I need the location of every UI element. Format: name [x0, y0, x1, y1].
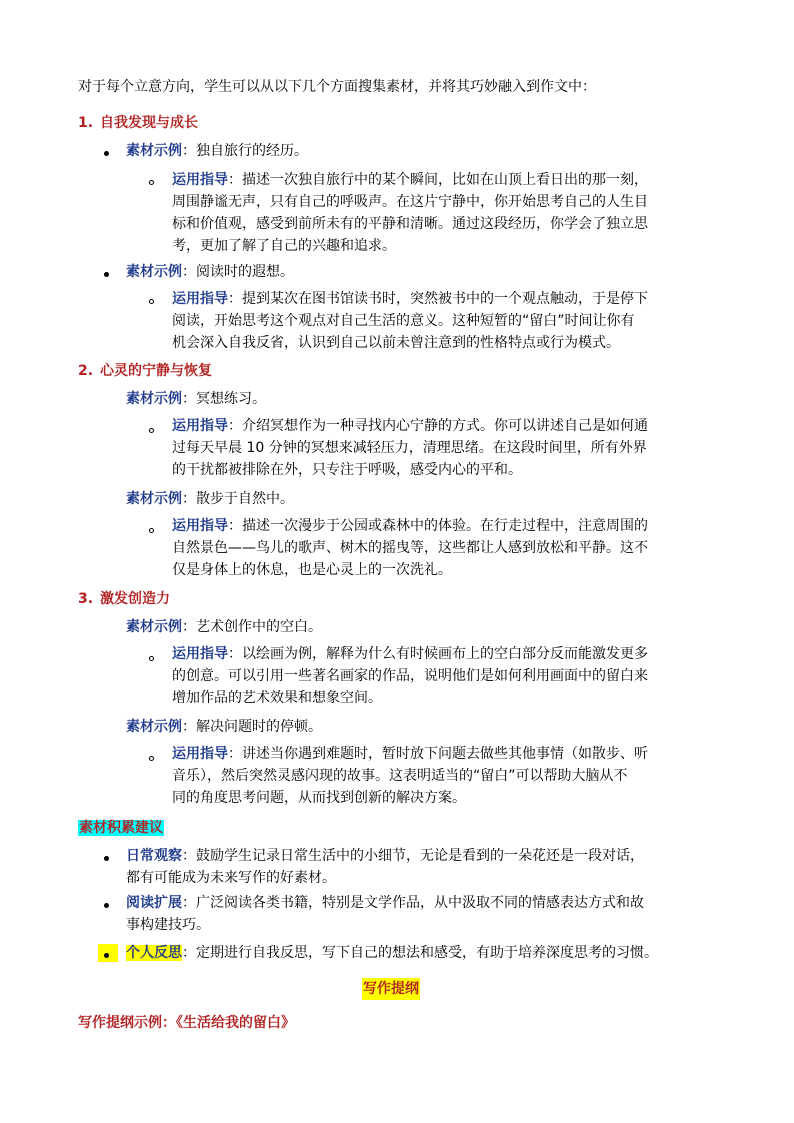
- accumulation-item: 日常观察：鼓励学生记录日常生活中的小细节，无论是看到的一朵花还是一段对话， 都有可能成为未来写作的好素材。: [126, 848, 644, 886]
- circle-bullet-icon: [149, 756, 154, 761]
- circle-bullet-icon: [149, 428, 154, 433]
- circle-bullet-icon: [149, 299, 154, 304]
- outline-title: 写作提纲: [362, 978, 420, 1000]
- guide-paragraph: 运用指导：描述一次独自旅行中的某个瞬间，比如在山顶上看日出的那一刻， 周围静谧无声，只有自己的呼吸声。在这片宁静中，你开始思考自己的人生目 标和价值观，感受到前所未有的平静和清晰。通过这段经历，你学会了独立思 考，更加了解了自己的兴趣和追求。: [172, 172, 648, 254]
- bullet-icon: [104, 903, 109, 908]
- accumulation-item: 阅读扩展：广泛阅读各类书籍，特别是文学作品，从中汲取不同的情感表达方式和故 事构建技巧。: [126, 895, 644, 933]
- intro-paragraph: 对于每个立意方向，学生可以从以下几个方面搜集素材，并将其巧妙融入到作文中：: [78, 79, 596, 95]
- bullet-icon: [104, 856, 109, 861]
- circle-bullet-icon: [149, 180, 154, 185]
- material-example: 素材示例：冥想练习。: [126, 391, 266, 407]
- guide-paragraph: 运用指导：介绍冥想作为一种寻找内心宁静的方式。你可以讲述自己是如何通 过每天早晨 10 分钟的冥想来减轻压力，清理思绪。在这段时间里，所有外界 的干扰都被排除在外，只专注于呼吸，感受内心的平和。: [172, 418, 648, 478]
- circle-bullet-icon: [149, 656, 154, 661]
- bullet-icon: [104, 953, 109, 958]
- bullet-icon: [104, 151, 109, 156]
- example-title: 写作提纲示例：《生活给我的留白》: [78, 1015, 295, 1031]
- section-heading-2: 2. 心灵的宁静与恢复: [78, 363, 212, 379]
- guide-paragraph: 运用指导：描述一次漫步于公园或森林中的体验。在行走过程中，注意周围的 自然景色——鸟儿的歌声、树木的摇曳等，这些都让人感到放松和平静。这不 仅是身体上的休息，也是心灵上的一次洗礼。: [172, 518, 648, 578]
- material-example: 素材示例：散步于自然中。: [126, 491, 294, 507]
- guide-paragraph: 运用指导：以绘画为例，解释为什么有时候画布上的空白部分反而能激发更多 的创意。可以引用一些著名画家的作品，说明他们是如何利用画面中的留白来 增加作品的艺术效果和想象空间。: [172, 646, 648, 706]
- material-example: 素材示例：阅读时的遐想。: [126, 264, 294, 280]
- material-example: 素材示例：解决问题时的停顿。: [126, 719, 322, 735]
- section-heading-1: 1. 自我发现与成长: [78, 115, 198, 131]
- guide-paragraph: 运用指导：提到某次在图书馆读书时，突然被书中的一个观点触动，于是停下 阅读，开始思考这个观点对自己生活的意义。这种短暂的“留白”时间让你有 机会深入自我反省，认识到自己以前未曾注意到的性格特点或行为模式。: [172, 291, 648, 351]
- guide-paragraph: 运用指导：讲述当你遇到难题时，暂时放下问题去做些其他事情（如散步、听 音乐），然后突然灵感闪现的故事。这表明适当的“留白”可以帮助大脑从不 同的角度思考问题，从而找到创新的解决方案。: [172, 746, 648, 806]
- bullet-icon: [104, 272, 109, 277]
- material-example: 素材示例：艺术创作中的空白。: [126, 619, 322, 635]
- section-heading-3: 3. 激发创造力: [78, 591, 170, 607]
- material-example: 素材示例：独自旅行的经历。: [126, 143, 308, 159]
- circle-bullet-icon: [149, 528, 154, 533]
- accumulation-heading: 素材积累建议: [79, 820, 163, 836]
- accumulation-item: 个人反思：定期进行自我反思，写下自己的想法和感受，有助于培养深度思考的习惯。: [126, 945, 658, 961]
